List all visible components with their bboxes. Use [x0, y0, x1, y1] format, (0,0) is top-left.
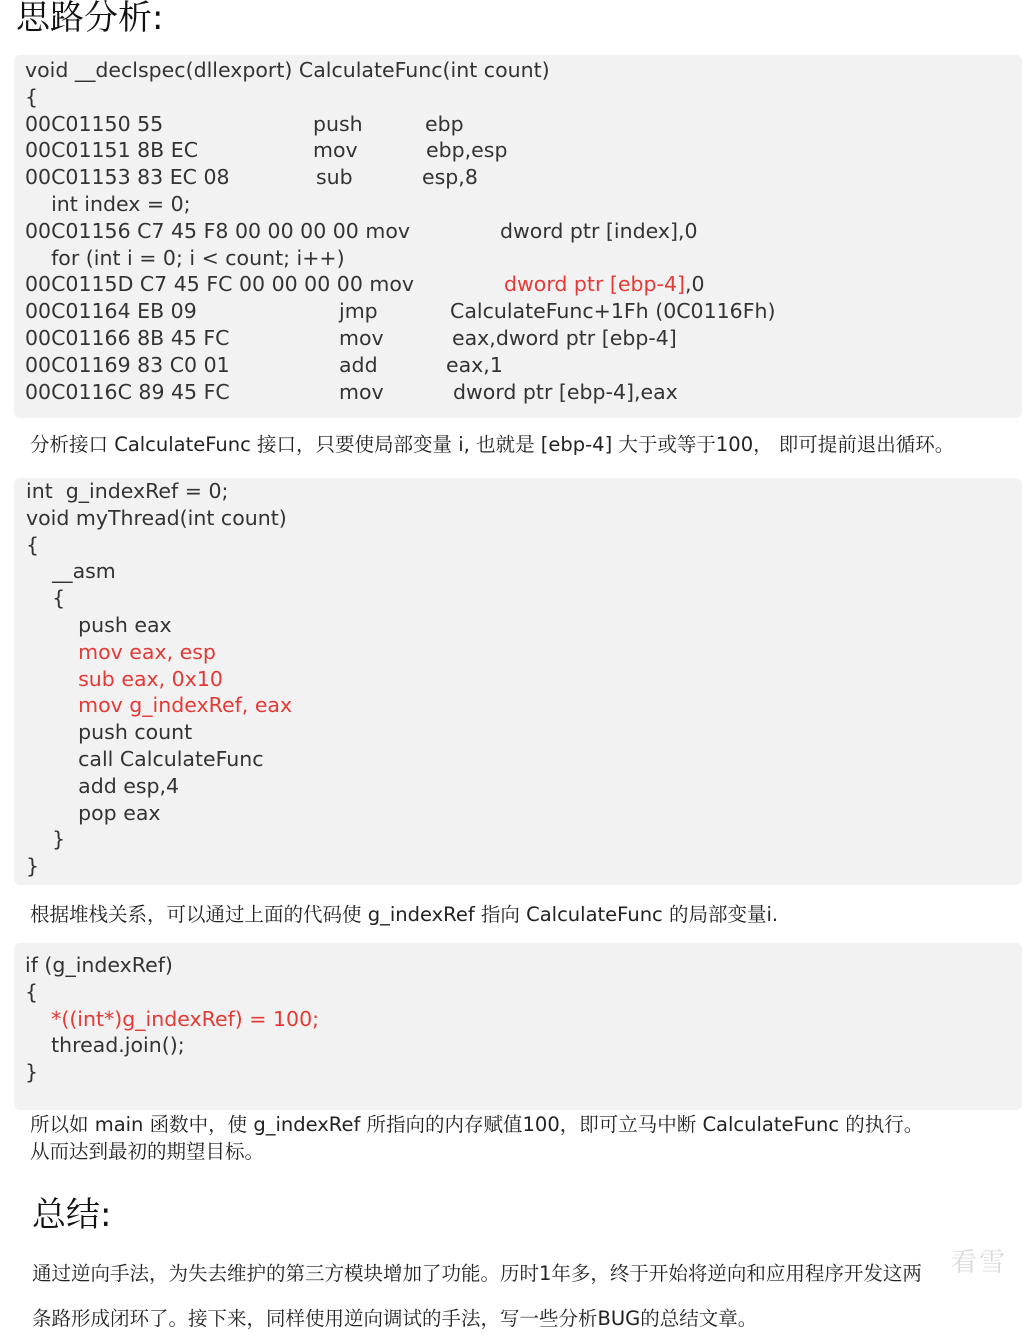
code-line: } [26, 854, 40, 879]
paragraph-analysis: 分析接口 CalculateFunc 接口，只要使局部变量 i, 也就是 [ebp-4] 大于或等于100， 即可提前退出循环。 [30, 433, 955, 456]
code-line: push count [26, 720, 193, 745]
paragraph-summary [32, 1251, 922, 1341]
code-line: 00C01156 C7 45 F8 00 00 00 00 mov dword ptr [index],0 [25, 218, 698, 243]
code-line: void __declspec(dllexport) CalculateFunc(int count) [25, 58, 550, 82]
paragraph-line: 条路形成闭环了。接下来，同样使用逆向调试的手法，写一些分析BUG的总结文章。 [32, 1307, 758, 1330]
code-line: int g_indexRef = 0; [26, 479, 229, 503]
code-line: call CalculateFunc [26, 746, 264, 771]
paragraph-stack-relation: 根据堆栈关系，可以通过上面的代码使 g_indexRef 指向 CalculateFunc 的局部变量i. [30, 903, 779, 926]
code-line-highlight: mov g_indexRef, eax [26, 693, 293, 718]
section-title-summary: 总结: [32, 1195, 112, 1235]
code-line: { [26, 532, 40, 557]
highlight-operand: dword ptr [ebp-4],0 [504, 272, 705, 297]
paragraph-line: 从而达到最初的期望目标。 [30, 1140, 265, 1163]
code-line: { [25, 84, 39, 109]
code-line: for (int i = 0; i < count; i++) [25, 245, 345, 270]
code-line-highlight: sub eax, 0x10 [26, 666, 223, 691]
code-line: 00C01150 55 push ebp [25, 111, 464, 136]
code-line: { [26, 586, 66, 611]
code-line: 00C0116C 89 45 FC mov dword ptr [ebp-4],eax [25, 379, 678, 404]
code-block-if [14, 943, 1022, 1110]
code-line: 00C01151 8B EC mov ebp,esp [25, 138, 508, 163]
section-title-analysis: 思路分析: [16, 0, 164, 38]
code-block-mythread [14, 478, 1022, 885]
code-line: push eax [26, 612, 172, 637]
code-line-highlight: *((int*)g_indexRef) = 100; [25, 1006, 320, 1031]
code-line: 00C01169 83 C0 01 add eax,1 [25, 352, 503, 377]
code-line: 00C01153 83 EC 08 sub esp,8 [25, 165, 478, 190]
code-line: 00C01166 8B 45 FC mov eax,dword ptr [ebp-4] [25, 325, 677, 350]
code-line-highlight: 00C0115D C7 45 FC 00 00 00 00 mov dword ptr [ebp-4],0 [25, 272, 705, 297]
paragraph-main-assign [30, 1111, 923, 1165]
code-line: } [26, 827, 66, 852]
code-line: __asm [26, 559, 116, 584]
code-line: thread.join(); [25, 1033, 185, 1058]
code-line: } [25, 1060, 39, 1085]
code-line: 00C01164 EB 09 jmp CalculateFunc+1Fh (0C0116Fh) [25, 299, 776, 324]
code-line: pop eax [26, 800, 161, 825]
watermark-logo: 看雪 [950, 1248, 1007, 1278]
code-block-disassembly [14, 55, 1022, 418]
code-line: { [25, 979, 39, 1004]
code-line-highlight: mov eax, esp [26, 639, 216, 664]
code-line: int index = 0; [25, 191, 191, 216]
code-line: add esp,4 [26, 773, 180, 798]
code-line: if (g_indexRef) [25, 953, 173, 977]
code-line: void myThread(int count) [26, 505, 287, 530]
paragraph-line: 所以如 main 函数中，使 g_indexRef 所指向的内存赋值100，即可立马中断 CalculateFunc 的执行。 [30, 1113, 924, 1136]
paragraph-line: 通过逆向手法，为失去维护的第三方模块增加了功能。历时1年多，终于开始将逆向和应用程序开发这两 [32, 1262, 922, 1285]
